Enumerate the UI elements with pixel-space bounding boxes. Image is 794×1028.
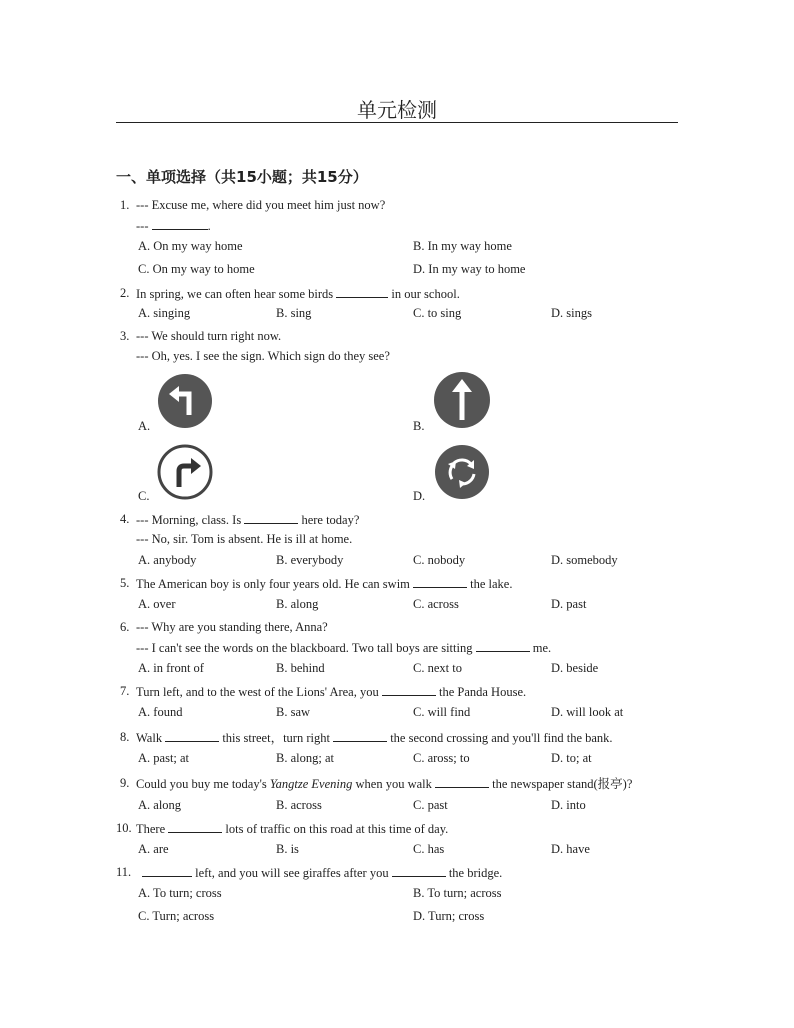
q5-option-c: C. across — [413, 597, 459, 611]
q5-option-d: D. past — [551, 597, 587, 611]
q6-option-b: B. behind — [276, 661, 325, 675]
q3-line1: --- We should turn right now. — [136, 329, 282, 343]
q7-option-c: C. will find — [413, 705, 471, 719]
q4-option-a: A. anybody — [138, 553, 197, 567]
q3-option-b: B. — [413, 419, 425, 433]
q2-stem: In spring, we can often hear some birds in our school. — [136, 287, 460, 301]
q6-number: 6. — [120, 620, 130, 634]
q9-option-a: A. along — [138, 798, 182, 812]
q1-option-b: B. In my way home — [413, 239, 512, 253]
q7-blank — [382, 685, 436, 696]
roundabout-sign-icon — [433, 443, 491, 501]
q11-stem: left, and you will see giraffes after you the bridge. — [142, 866, 502, 880]
q3-option-d: D. — [413, 489, 426, 503]
q4-line1: --- Morning, class. Is here today? — [136, 513, 360, 527]
q1-option-a: A. On my way home — [138, 239, 243, 253]
q11-number: 11. — [116, 865, 132, 879]
q8-blank-2 — [333, 731, 387, 742]
q4-blank — [244, 513, 298, 524]
q11-option-c: C. Turn; across — [138, 909, 215, 923]
q8-stem: Walk this street，turn right the second crossing and you'll find the bank. — [136, 731, 613, 745]
q9-blank — [435, 777, 489, 788]
q6-line2: --- I can't see the words on the blackboard. Two tall boys are sitting me. — [136, 641, 552, 655]
q6-option-a: A. in front of — [138, 661, 204, 675]
q5-blank — [413, 577, 467, 588]
q5-option-a: A. over — [138, 597, 176, 611]
q4-option-c: C. nobody — [413, 553, 466, 567]
q11-option-b: B. To turn; across — [413, 886, 502, 900]
q9-option-c: C. past — [413, 798, 448, 812]
q8-option-b: B. along; at — [276, 751, 334, 765]
q2-option-a: A. singing — [138, 306, 191, 320]
q7-option-b: B. saw — [276, 705, 311, 719]
q7-option-d: D. will look at — [551, 705, 624, 719]
q9-option-b: B. across — [276, 798, 322, 812]
q10-option-b: B. is — [276, 842, 299, 856]
q7-stem: Turn left, and to the west of the Lions' Area, you the Panda House. — [136, 685, 527, 699]
q11-blank-1 — [142, 866, 192, 877]
q2-option-b: B. sing — [276, 306, 312, 320]
q3-option-a: A. — [138, 419, 151, 433]
q10-option-c: C. has — [413, 842, 445, 856]
go-straight-sign-icon — [432, 370, 492, 430]
q8-option-c: C. aross; to — [413, 751, 470, 765]
q3-option-c: C. — [138, 489, 150, 503]
q8-number: 8. — [120, 730, 130, 744]
q7-option-a: A. found — [138, 705, 183, 719]
q11-blank-2 — [392, 866, 446, 877]
q2-blank — [336, 287, 388, 298]
q4-option-d: D. somebody — [551, 553, 618, 567]
q6-option-d: D. beside — [551, 661, 599, 675]
q11-option-d: D. Turn; cross — [413, 909, 485, 923]
q2-option-d: D. sings — [551, 306, 592, 320]
q6-line1: --- Why are you standing there, Anna? — [136, 620, 328, 634]
q8-blank-1 — [165, 731, 219, 742]
q1-blank — [152, 219, 208, 230]
q8-option-a: A. past; at — [138, 751, 190, 765]
q5-number: 5. — [120, 576, 130, 590]
q4-line2: --- No, sir. Tom is absent. He is ill at home. — [136, 532, 353, 546]
q9-number: 9. — [120, 776, 130, 790]
q1-number: 1. — [120, 198, 130, 212]
q3-number: 3. — [120, 329, 130, 343]
q5-option-b: B. along — [276, 597, 319, 611]
q10-stem: There lots of traffic on this road at this time of day. — [136, 822, 449, 836]
q5-stem: The American boy is only four years old. He can swim the lake. — [136, 577, 513, 591]
q4-option-b: B. everybody — [276, 553, 344, 567]
q1-option-c: C. On my way to home — [138, 262, 255, 276]
q6-blank — [476, 641, 530, 652]
q2-option-c: C. to sing — [413, 306, 462, 320]
q10-option-a: A. are — [138, 842, 169, 856]
q10-number: 10. — [116, 821, 132, 835]
q9-option-d: D. into — [551, 798, 586, 812]
q7-number: 7. — [120, 684, 130, 698]
q1-option-d: D. In my way to home — [413, 262, 526, 276]
q9-newspaper-title: Yangtze Evening — [269, 777, 353, 791]
q1-line1: --- Excuse me, where did you meet him just now? — [136, 198, 386, 212]
page-title: 单元检测 — [357, 98, 437, 122]
q10-option-d: D. have — [551, 842, 590, 856]
section-heading: 一、单项选择（共15小题；共15分） — [116, 168, 368, 186]
title-underline — [116, 122, 678, 123]
q2-number: 2. — [120, 286, 130, 300]
q9-stem: Could you buy me today's Yangtze Evening when you walk the newspaper stand(报亭)? — [136, 777, 633, 791]
turn-left-sign-icon — [156, 372, 214, 430]
q11-option-a: A. To turn; cross — [138, 886, 222, 900]
q3-line2: --- Oh, yes. I see the sign. Which sign do they see? — [136, 349, 390, 363]
q10-blank — [168, 822, 222, 833]
q6-option-c: C. next to — [413, 661, 462, 675]
q4-number: 4. — [120, 512, 130, 526]
q8-option-d: D. to; at — [551, 751, 592, 765]
q1-line2: --- . — [136, 219, 211, 233]
turn-right-sign-icon — [156, 443, 214, 501]
